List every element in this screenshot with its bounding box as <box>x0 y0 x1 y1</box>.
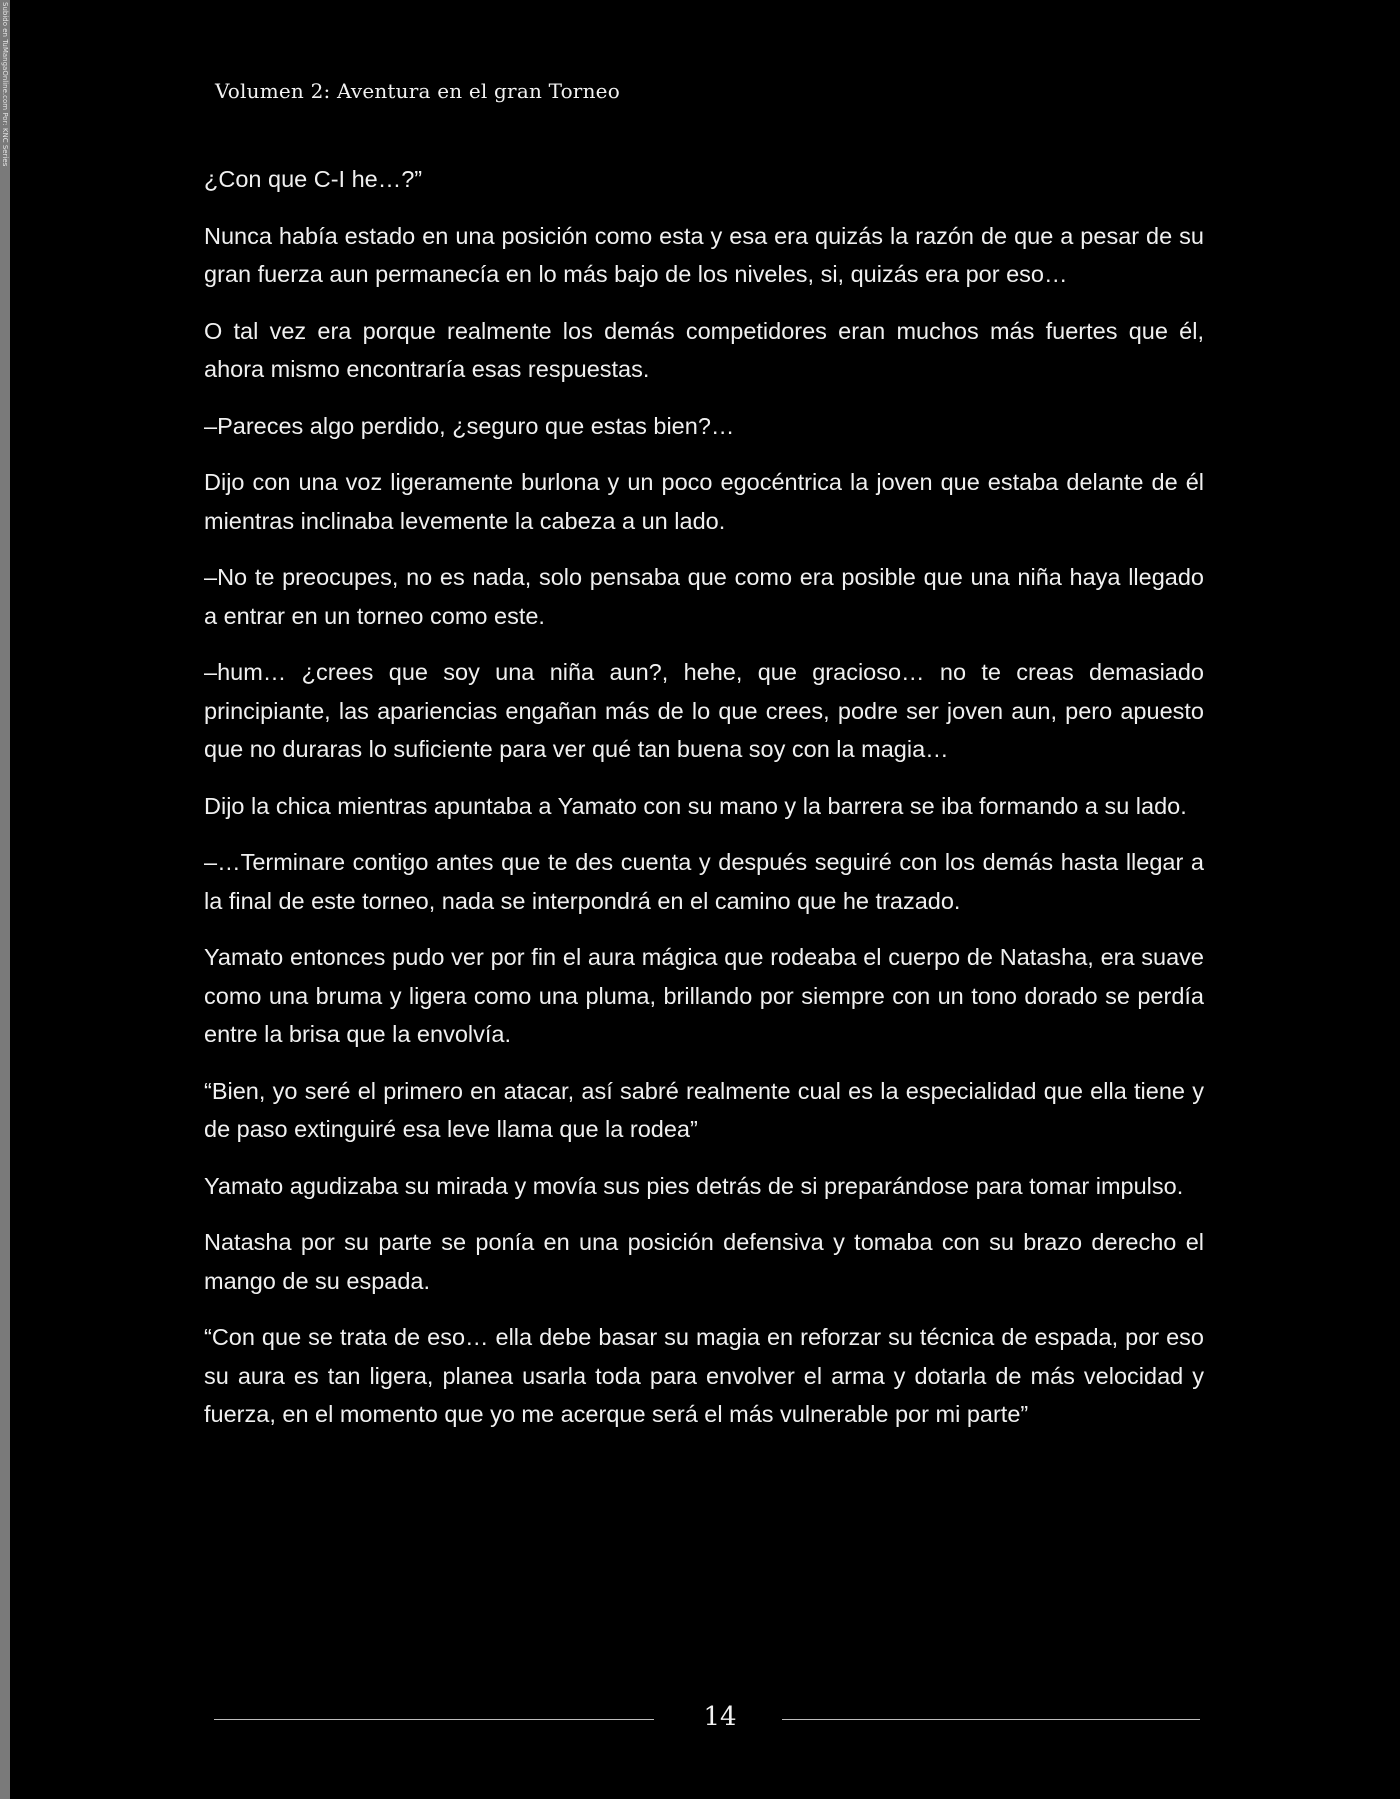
paragraph: ¿Con que C-I he…?” <box>204 166 423 192</box>
paragraph: “Bien, yo seré el primero en atacar, así sabré realmente cual es la especialidad que ella tiene y de paso extinguiré esa leve llama que la rodea” <box>204 1077 1204 1142</box>
paragraph: –hum… ¿crees que soy una niña aun?, hehe, que gracioso… no te creas demasiado principiante, las apariencias engañan más de lo que crees, podre ser joven aun, pero apuesto que no duraras lo suficiente para ver qué tan buena soy con la magia… <box>204 659 1204 762</box>
page-footer <box>0 1700 1400 1740</box>
paragraph: Nunca había estado en una posición como esta y esa era quizás la razón de que a pesar de su gran fuerza aun permanecía en lo más bajo de los niveles, si, quizás era por eso… <box>204 222 1204 287</box>
paragraph: Dijo con una voz ligeramente burlona y un poco egocéntrica la joven que estaba delante de él mientras inclinaba levemente la cabeza a un lado. <box>204 469 1204 534</box>
paragraph: “Con que se trata de eso… ella debe basar su magia en reforzar su técnica de espada, por eso su aura es tan ligera, planea usarla toda para envolver el arma y dotarla de más velocidad y fuerza, en el momento que yo me acerque será el más vulnerable por mi parte” <box>204 1324 1204 1427</box>
paragraph: Yamato agudizaba su mirada y movía sus pies detrás de si preparándose para tomar impulso. <box>204 1172 1184 1199</box>
paragraph: O tal vez era porque realmente los demás competidores eran muchos más fuertes que él, ahora mismo encontraría esas respuestas. <box>204 317 1204 382</box>
page-body <box>204 160 1204 1452</box>
page-number: 14 <box>703 1702 737 1732</box>
running-header: Volumen 2: Aventura en el gran Torneo <box>215 79 620 103</box>
footer-rule-right <box>782 1719 1200 1720</box>
side-strip <box>0 0 10 1799</box>
paragraph: Yamato entonces pudo ver por fin el aura mágica que rodeaba el cuerpo de Natasha, era suave como una bruma y ligera como una pluma, brillando por siempre con un tono dorado se perdía entre la brisa que la envolvía. <box>204 944 1204 1047</box>
watermark-text: Subido en TuMangaOnline.com Por: KNC Series <box>1 2 9 167</box>
footer-rule-left <box>214 1719 654 1720</box>
paragraph: Dijo la chica mientras apuntaba a Yamato con su mano y la barrera se iba formando a su lado. <box>204 792 1187 819</box>
paragraph: Natasha por su parte se ponía en una posición defensiva y tomaba con su brazo derecho el mango de su espada. <box>204 1229 1204 1294</box>
paragraph: –…Terminare contigo antes que te des cuenta y después seguiré con los demás hasta llegar a la final de este torneo, nada se interpondrá en el camino que he trazado. <box>204 849 1204 914</box>
paragraph: –Pareces algo perdido, ¿seguro que estas bien?… <box>204 412 735 439</box>
paragraph: –No te preocupes, no es nada, solo pensaba que como era posible que una niña haya llegado a entrar en un torneo como este. <box>204 564 1204 629</box>
